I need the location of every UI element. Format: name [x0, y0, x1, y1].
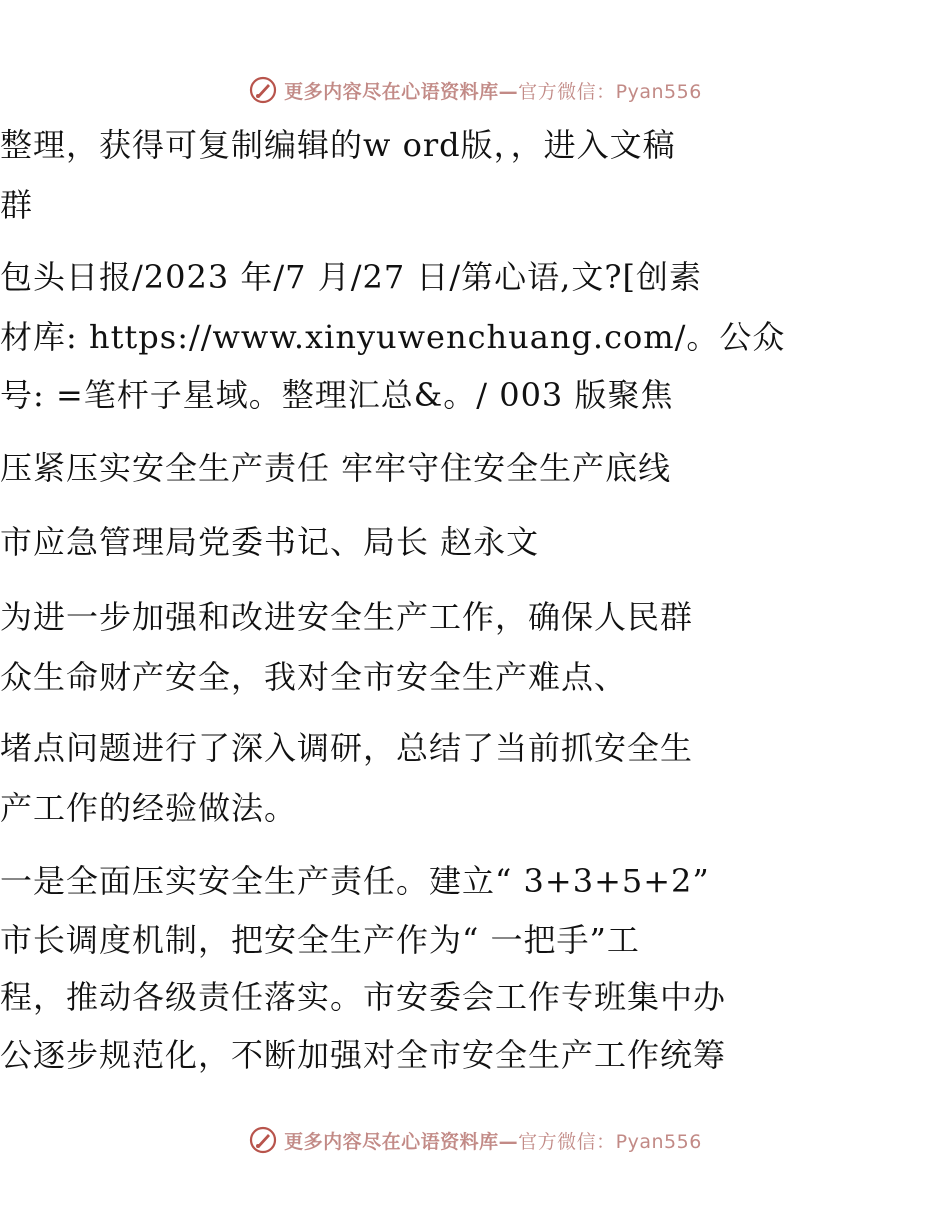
text-line: 为进一步加强和改进安全生产工作，确保人民群	[0, 598, 694, 636]
footer-banner-wechat: 官方微信：Pyan556	[518, 1130, 702, 1153]
text-line: 市应急管理局党委书记、局长 赵永文	[0, 523, 540, 561]
text-line: 材库: https://www.xinyuwenchuang.com/。公众	[0, 318, 786, 356]
header-banner-wechat: 官方微信：Pyan556	[518, 80, 702, 103]
text-line: 包头日报/2023 年/7 月/27 日/第心语,文?[创素	[0, 258, 702, 296]
text-line: 公逐步规范化，不断加强对全市安全生产工作统筹	[0, 1036, 727, 1074]
text-line: 市长调度机制，把安全生产作为“ 一把手”工	[0, 921, 640, 959]
text-line: 群	[0, 186, 34, 224]
text-line: 号: =笔杆子星域。整理汇总&。/ 003 版聚焦	[0, 376, 674, 414]
text-line: 一是全面压实安全生产责任。建立“ 3+3+5+2”	[0, 862, 710, 900]
footer-banner-text: 更多内容尽在心语资料库—	[284, 1130, 519, 1153]
text-line: 程，推动各级责任落实。市安委会工作专班集中办	[0, 978, 727, 1016]
footer-banner	[0, 1120, 950, 1160]
header-banner-text: 更多内容尽在心语资料库—	[284, 80, 519, 103]
text-line: 堵点问题进行了深入调研，总结了当前抓安全生	[0, 729, 694, 767]
text-line: 整理，获得可复制编辑的w ord版，，进入文稿	[0, 126, 676, 164]
pen-logo-icon	[248, 1125, 278, 1155]
text-line: 众生命财产安全，我对全市安全生产难点、	[0, 658, 628, 696]
text-line: 压紧压实安全生产责任 牢牢守住安全生产底线	[0, 449, 672, 487]
text-line: 产工作的经验做法。	[0, 789, 298, 827]
